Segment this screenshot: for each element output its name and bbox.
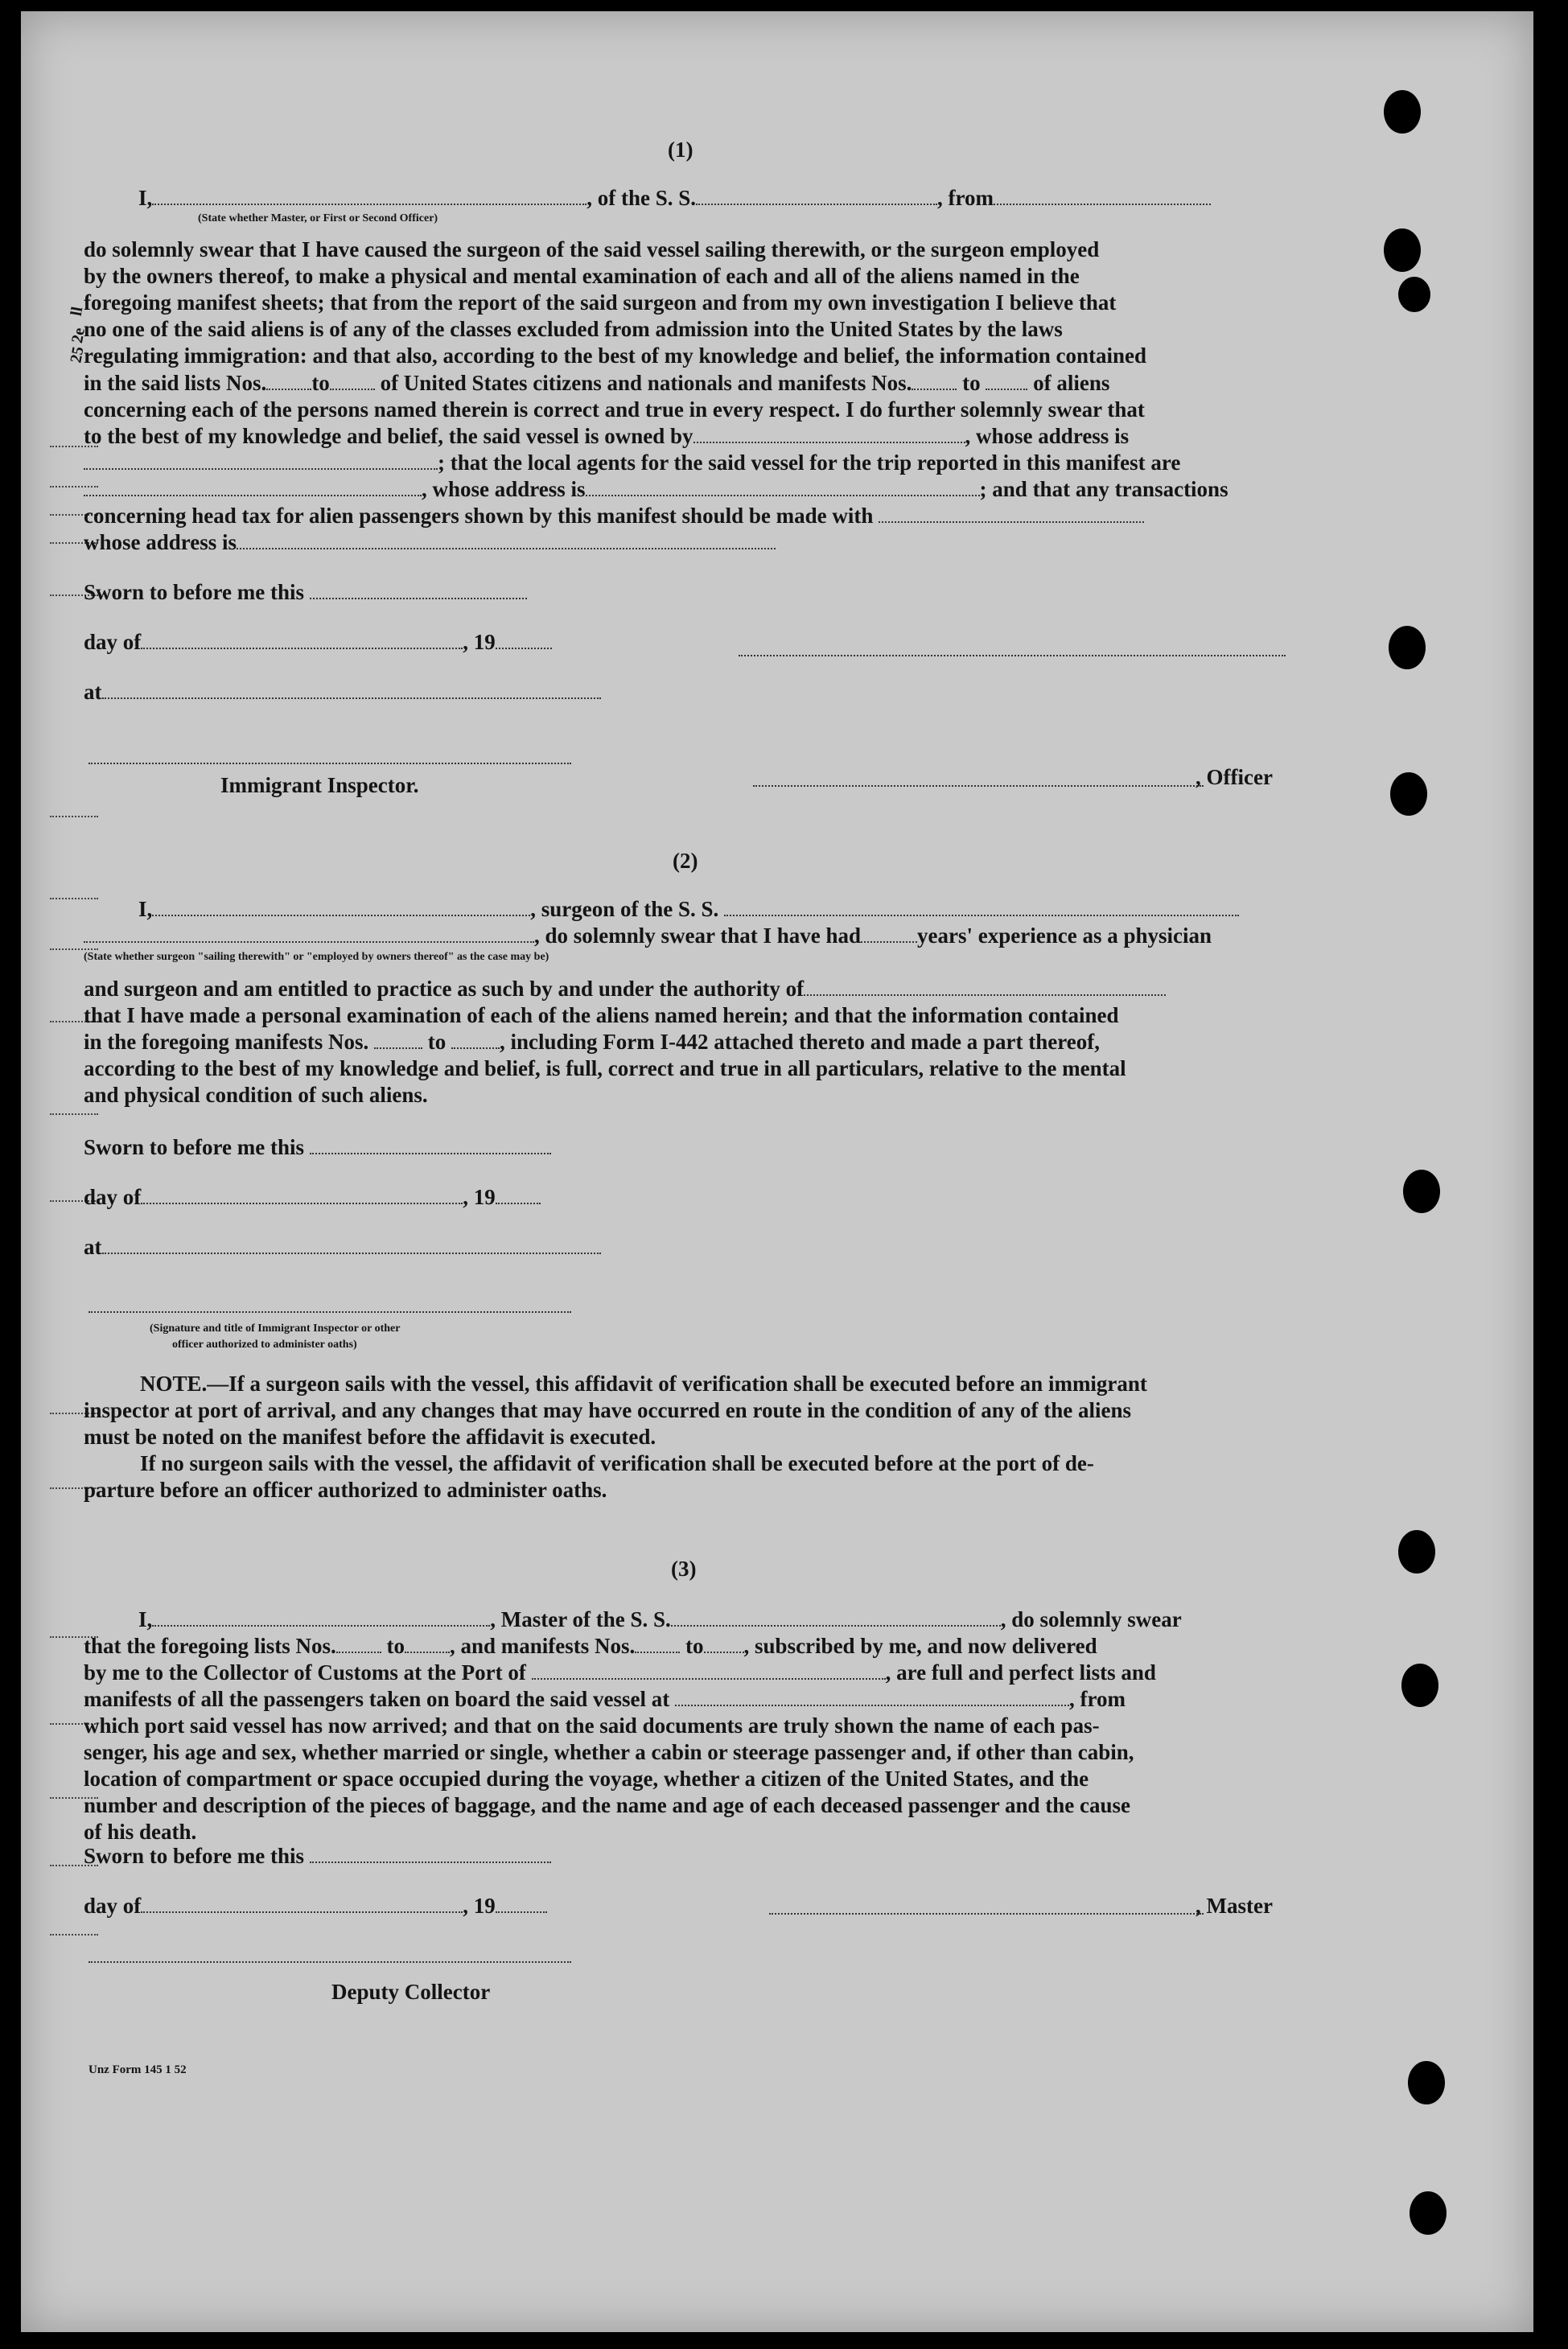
sworn-line: Sworn to before me this <box>84 1134 551 1161</box>
date-line: day of , 19 <box>84 1184 541 1211</box>
place-line: at <box>84 1234 601 1261</box>
oath-line: ; that the local agents for the said vessel for the trip reported in this manifest are <box>84 450 1180 476</box>
sworn-line: Sworn to before me this <box>84 579 527 606</box>
oath-paragraph: do solemnly swear that I have caused the surgeon of the said vessel sailing therewith, or the surgeon employed by the owners thereof, to make a physical and mental examination of each and all of the aliens named in the foregoing manifest sheets; that from the report of the said surgeon and from my own investigation I believe that no one of the said aliens is of any of the classes excluded from admission into the United States by the laws regulating immigration: and that also, according to the best of my knowledge and belief, the information contained <box>84 237 1146 368</box>
oath-paragraph: which port said vessel has now arrived; and that on the said documents are truly shown the name of each pas- senger, his age and sex, whether married or single, whether a cabin or steerage passenger and, if other than cabin, location of compartment or space occupied during the voyage, whether a citizen of the United States, and the number and description of the pieces of baggage, and the name and age of each deceased passenger and the cause of his death. <box>84 1713 1134 1844</box>
signature-caption: officer authorized to administer oaths) <box>172 1339 357 1351</box>
margin-tick <box>50 898 98 899</box>
signature-line <box>88 1311 571 1313</box>
oath-line: and surgeon and am entitled to practice as such by and under the authority of <box>84 976 1166 1002</box>
oath-line: to the best of my knowledge and belief, the said vessel is owned by , whose address is <box>84 424 1130 448</box>
signature-line <box>88 763 571 764</box>
punch-hole <box>1389 626 1426 669</box>
signature-line <box>88 1961 571 1963</box>
oath-paragraph: concerning each of the persons named therein is correct and true in every respect. I do further solemnly swear that <box>84 397 1145 422</box>
punch-hole <box>1408 2061 1445 2104</box>
sworn-line: Sworn to before me this <box>84 1843 551 1870</box>
officer-label: , Officer <box>1196 765 1273 789</box>
oath-line: in the said lists Nos. to of United States citizens and nationals and manifests Nos. to of aliens <box>84 371 1110 395</box>
oath-line: concerning head tax for alien passengers shown by this manifest should be made with <box>84 503 1144 529</box>
margin-mark: ll <box>67 305 87 318</box>
date-line: day of , 19 <box>84 1893 547 1919</box>
oath-line: that I have made a personal examination of each of the aliens named herein; and that the information contained <box>84 1003 1119 1027</box>
oath-line: , whose address is ; and that any transactions <box>84 476 1228 503</box>
document-sheet <box>21 11 1533 2332</box>
oath-line: and physical condition of such aliens. <box>84 1083 428 1107</box>
oath-line: manifests of all the passengers taken on board the said vessel at , from <box>84 1687 1126 1711</box>
oath-line: I, , Master of the S. S. , do solemnly swear <box>138 1607 1182 1631</box>
punch-hole <box>1401 1664 1438 1707</box>
punch-hole <box>1398 1530 1435 1574</box>
margin-mark: 2e <box>68 326 88 345</box>
punch-hole <box>1384 90 1421 134</box>
note-paragraph: NOTE.—If a surgeon sails with the vessel, this affidavit of verification shall be executed before an immigrant inspector at port of arrival, and any changes that may have occurred en route in the condition of any of the aliens must be noted on the manifest before the affidavit is executed. If no surgeon sails with the vessel, the affidavit of verification shall be executed before at the port of de- parture before an officer authorized to administer oaths. <box>84 1372 1147 1502</box>
oath-line: in the foregoing manifests Nos. to , including Form I-442 attached thereto and made a part thereof, <box>84 1030 1100 1054</box>
field-caption: (State whether Master, or First or Second Officer) <box>198 212 438 224</box>
place-line: at <box>84 679 601 706</box>
master-label: , Master <box>1196 1894 1273 1918</box>
oath-line: I, , surgeon of the S. S. <box>138 896 1239 923</box>
oath-line: by me to the Collector of Customs at the Port of , are full and perfect lists and <box>84 1660 1156 1685</box>
oath-line: I, , of the S. S. , from <box>138 185 1211 212</box>
oath-line: that the foregoing lists Nos. to , and manifests Nos. to , subscribed by me, and now delivered <box>84 1634 1097 1658</box>
section-number: (3) <box>671 1557 697 1581</box>
section-number: (2) <box>673 849 698 873</box>
inspector-label: Immigrant Inspector. <box>220 773 419 797</box>
deputy-label: Deputy Collector <box>331 1980 491 2004</box>
section-number: (1) <box>668 138 693 162</box>
oath-line: according to the best of my knowledge and belief, is full, correct and true in all particulars, relative to the mental <box>84 1056 1126 1080</box>
field-caption: (State whether surgeon "sailing therewith" or "employed by owners thereof" as the case may be) <box>84 951 549 963</box>
margin-tick <box>50 1934 98 1936</box>
oath-line: , do solemnly swear that I have had years' experience as a physician <box>84 923 1212 949</box>
margin-mark: 25 <box>67 345 88 364</box>
signature-line <box>739 655 1286 656</box>
punch-hole <box>1398 277 1430 312</box>
margin-tick <box>50 816 98 817</box>
margin-tick <box>50 1113 98 1115</box>
form-identifier: Unz Form 145 1 52 <box>88 2063 187 2076</box>
punch-hole <box>1384 228 1421 272</box>
punch-hole <box>1403 1170 1440 1213</box>
punch-hole <box>1390 772 1427 816</box>
signature-line <box>753 785 1204 787</box>
punch-hole <box>1410 2191 1447 2235</box>
date-line: day of , 19 <box>84 629 552 656</box>
signature-caption: (Signature and title of Immigrant Inspector or other <box>150 1323 401 1335</box>
signature-line <box>769 1913 1204 1915</box>
oath-line: whose address is <box>84 529 776 556</box>
